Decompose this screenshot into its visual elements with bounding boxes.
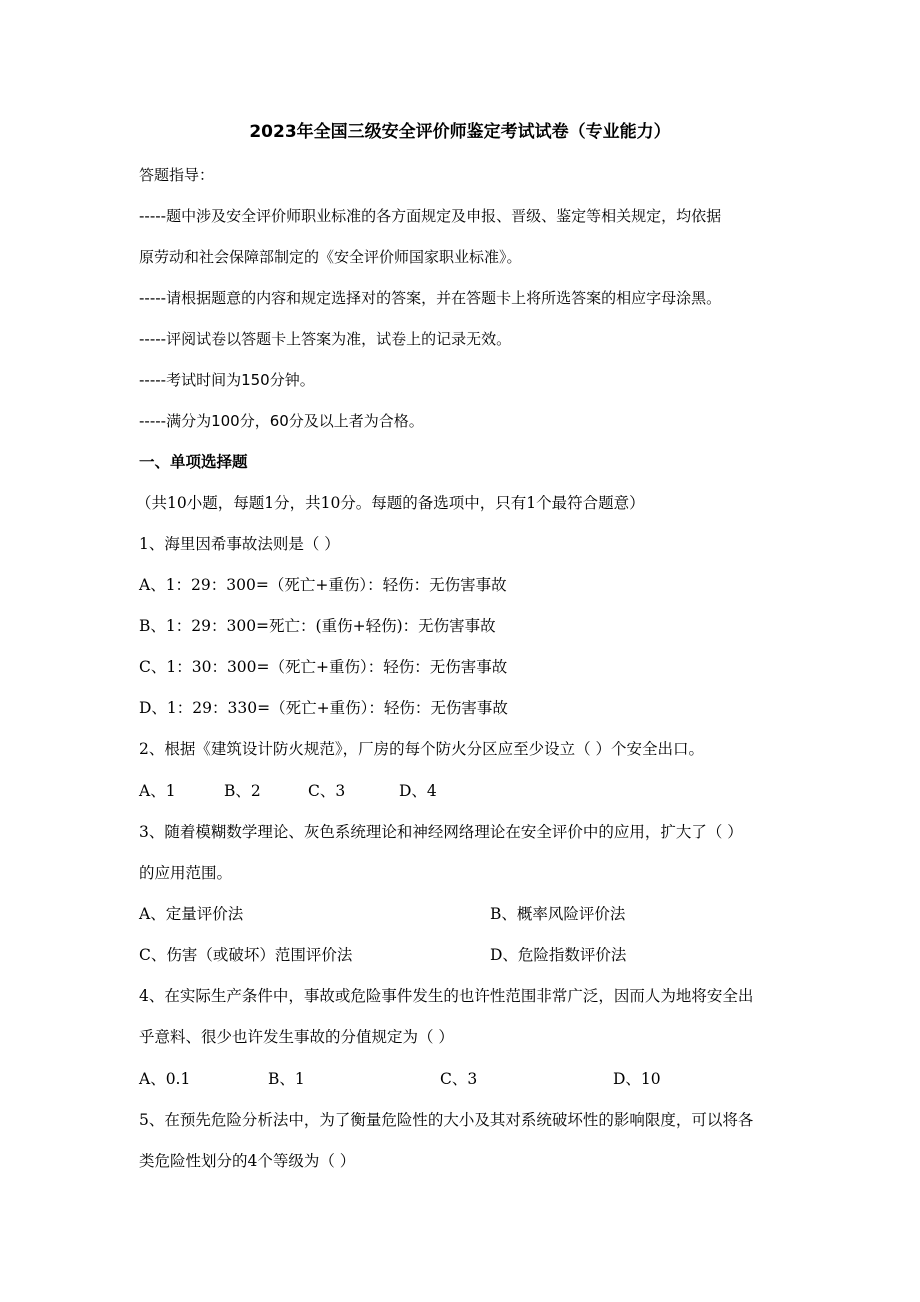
question-option: A、定量评价法: [139, 905, 244, 923]
question-stem: 4、在实际生产条件中，事故或危险事件发生的也许性范围非常广泛，因而人为地将安全出: [139, 987, 754, 1005]
question-stem: 5、在预先危险分析法中，为了衡量危险性的大小及其对系统破坏性的影响限度，可以将各: [139, 1111, 754, 1129]
question-option: C、1：30：300=（死亡+重伤）：轻伤：无伤害事故: [139, 658, 508, 676]
question-option: D、10: [613, 1070, 661, 1088]
question-option: C、伤害（或破坏）范围评价法: [139, 946, 353, 964]
question-option: A、1：29：300=（死亡+重伤）：轻伤：无伤害事故: [139, 576, 507, 594]
page-title: 2023年全国三级安全评价师鉴定考试试卷（专业能力）: [249, 122, 671, 142]
question-option: B、概率风险评价法: [490, 905, 626, 923]
section-note: （共10小题，每题1分，共10分。每题的备选项中，只有1个最符合题意）: [136, 494, 645, 512]
question-option: B、2: [224, 782, 261, 800]
guide-line: -----评阅试卷以答题卡上答案为准，试卷上的记录无效。: [139, 330, 512, 348]
question-option: D、危险指数评价法: [490, 946, 627, 964]
question-stem: 的应用范围。: [139, 864, 233, 882]
question-option: A、0.1: [139, 1070, 191, 1088]
guide-line: -----请根据题意的内容和规定选择对的答案，并在答题卡上将所选答案的相应字母涂黑。: [139, 289, 722, 307]
guide-line: -----满分为100分，60分及以上者为合格。: [139, 412, 424, 430]
guide-line: -----题中涉及安全评价师职业标准的各方面规定及申报、晋级、鉴定等相关规定，均依据: [139, 207, 722, 225]
question-option: D、4: [399, 782, 437, 800]
guide-line: -----考试时间为150分钟。: [139, 371, 315, 389]
guide-heading: 答题指导：: [139, 166, 215, 184]
question-stem: 1、海里因希事故法则是（ ）: [139, 535, 340, 553]
question-option: C、3: [308, 782, 346, 800]
question-option: B、1：29：300=死亡：(重伤+轻伤)：无伤害事故: [139, 617, 496, 635]
guide-line: 原劳动和社会保障部制定的《安全评价师国家职业标准》。: [139, 248, 522, 266]
question-option: C、3: [440, 1070, 478, 1088]
section-heading: 一、单项选择题: [139, 453, 248, 471]
question-option: B、1: [268, 1070, 305, 1088]
question-option: D、1：29：330=（死亡+重伤）：轻伤：无伤害事故: [139, 699, 508, 717]
question-stem: 乎意料、很少也许发生事故的分值规定为（ ）: [139, 1028, 454, 1046]
question-option: A、1: [139, 782, 176, 800]
question-stem: 类危险性划分的4个等级为（ ）: [139, 1152, 356, 1170]
question-stem: 3、随着模糊数学理论、灰色系统理论和神经网络理论在安全评价中的应用，扩大了（ ）: [139, 823, 743, 841]
question-stem: 2、根据《建筑设计防火规范》，厂房的每个防火分区应至少设立（ ）个安全出口。: [139, 740, 705, 758]
